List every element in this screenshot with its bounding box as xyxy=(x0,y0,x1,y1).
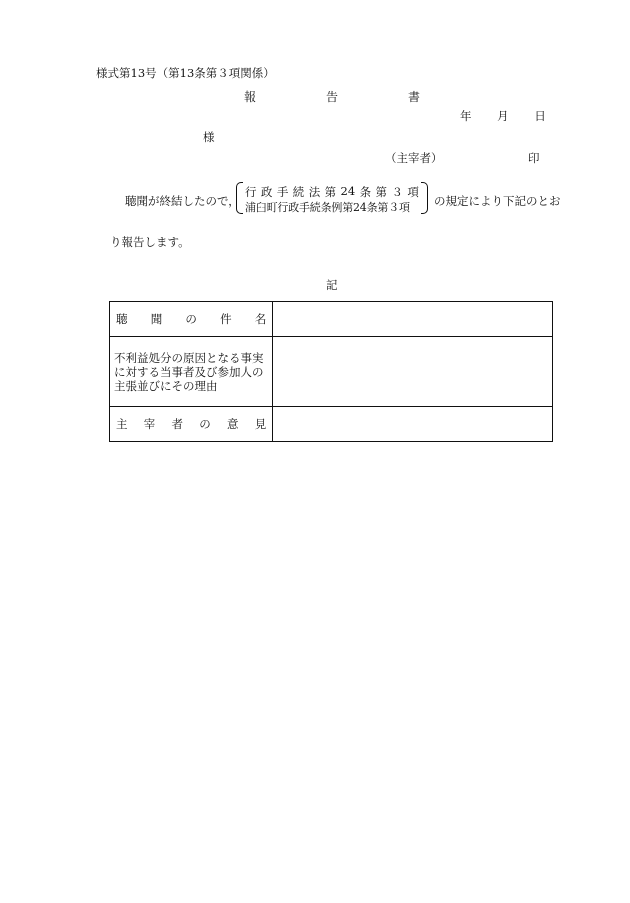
ki-heading: 記 xyxy=(326,278,338,292)
document-title xyxy=(244,91,420,103)
law-line-2: 浦臼町行政手続条例第24条第３項 xyxy=(245,201,410,214)
addressee-suffix: 様 xyxy=(203,130,215,144)
claims-field[interactable] xyxy=(273,337,553,407)
body-trail-text: の規定により下記のとお xyxy=(434,194,561,208)
label-char: の xyxy=(199,417,211,431)
law-char: 続 xyxy=(292,185,305,199)
claims-label-line: 不利益処分の原因となる事実 xyxy=(114,350,264,365)
claims-label-line: に対する当事者及び参加人の xyxy=(114,364,264,379)
table-row xyxy=(110,302,553,337)
law-char: 24 xyxy=(340,184,356,198)
label-char: 宰 xyxy=(143,417,156,431)
form-number: 様式第13号（第13条第３項関係） xyxy=(96,66,275,80)
law-char: 第 xyxy=(324,185,337,199)
label-char: 聴 xyxy=(116,312,128,326)
label-char: 見 xyxy=(254,417,267,431)
right-bracket xyxy=(421,182,428,214)
presider-label: （主宰者） xyxy=(385,151,443,165)
table-row xyxy=(110,407,553,442)
law-char: 条 xyxy=(359,185,372,199)
hearing-subject-field[interactable] xyxy=(273,302,553,337)
law-line-1 xyxy=(245,184,419,200)
date-year: 年 xyxy=(460,109,472,123)
label-char: 聞 xyxy=(150,312,163,326)
title-char: 書 xyxy=(407,90,420,104)
law-char: ３ xyxy=(391,185,403,199)
claims-label-line: 主張並びにその理由 xyxy=(114,378,218,393)
presider-opinion-field[interactable] xyxy=(273,407,553,442)
label-char: 主 xyxy=(116,417,128,431)
date-line xyxy=(460,111,546,123)
date-month: 月 xyxy=(497,109,509,123)
title-char: 告 xyxy=(325,90,338,104)
law-char: 項 xyxy=(407,185,419,199)
law-char: 手 xyxy=(276,185,289,199)
law-char: 法 xyxy=(308,185,321,199)
seal-mark: 印 xyxy=(528,151,540,165)
body-lead-text: 聴聞が終結したので， xyxy=(125,194,240,208)
presider-opinion-label xyxy=(110,407,273,442)
hearing-subject-label xyxy=(110,302,273,337)
body-continuation-text: り報告します。 xyxy=(110,235,190,249)
law-reference-brace xyxy=(236,182,428,212)
label-char: 意 xyxy=(227,417,239,431)
law-char: 行 xyxy=(245,185,257,199)
label-char: 件 xyxy=(220,312,232,326)
table-row xyxy=(110,337,553,407)
law-char: 第 xyxy=(375,185,388,199)
label-char: の xyxy=(185,312,197,326)
label-char: 名 xyxy=(254,312,267,326)
report-table xyxy=(109,301,553,442)
label-char: 者 xyxy=(171,417,183,431)
claims-label xyxy=(110,337,273,407)
left-bracket xyxy=(236,182,243,214)
law-char: 政 xyxy=(260,185,273,199)
date-day: 日 xyxy=(534,109,546,123)
title-char: 報 xyxy=(244,90,257,104)
